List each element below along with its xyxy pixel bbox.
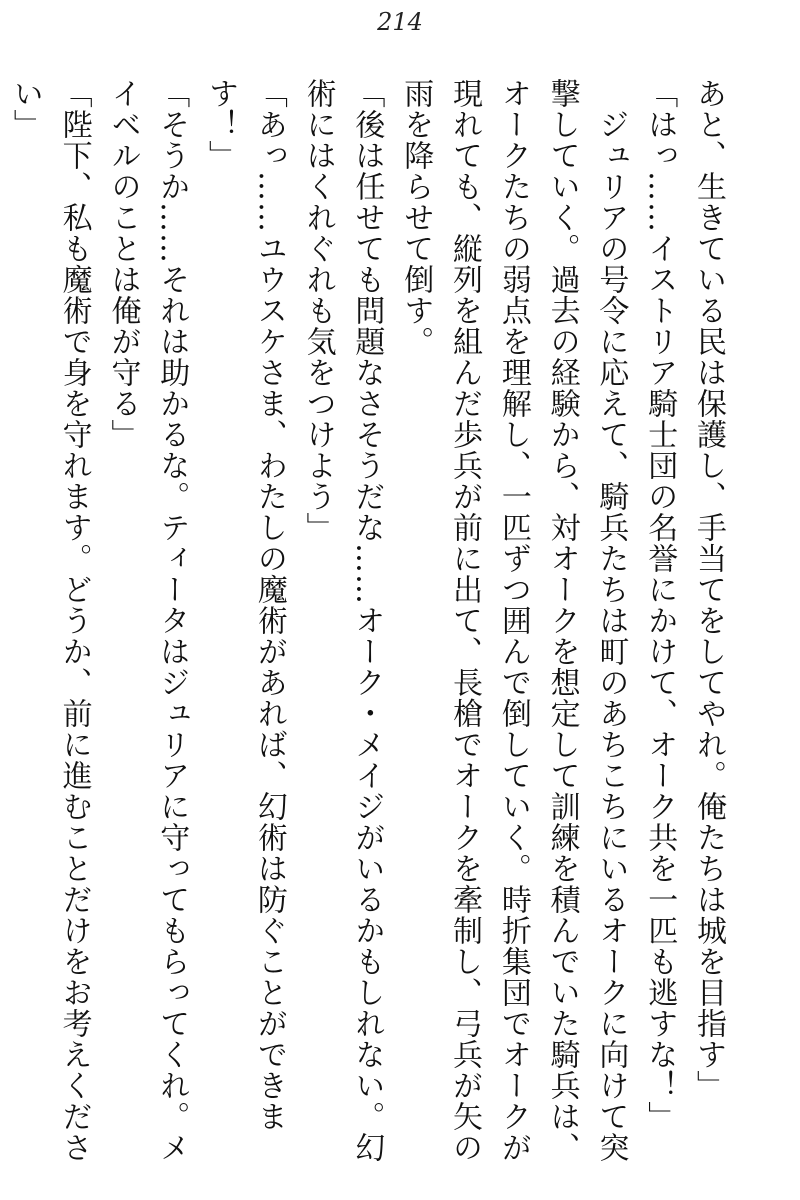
paragraph: 「陛下、私も魔術で身を守れます。どうか、前に進むことだけをお考えください」 <box>7 78 92 1163</box>
body-text <box>0 78 732 1168</box>
page-number: 214 <box>377 8 423 36</box>
paragraph: 「あっ……ユウスケさま、わたしの魔術があれば、幻術は防ぐことができます！」 <box>203 78 287 1132</box>
paragraph: 「後は任せても問題なさそうだな……オーク・メイジがいるかもしれない。幻術にはくれぐれも気をつけよう」 <box>300 78 385 1163</box>
paragraph: ジュリアの号令に応えて、騎兵たちは町のあちこちにいるオークに向けて突撃していく。過去の経験から、対オークを想定して訓練を積んでいた騎兵は、オークたちの弱点を理解し、一匹ずつ囲んで倒していく。時折集団でオークが現れても、縦列を組んだ歩兵が前に出て、長槍でオークを牽制し、弓兵が矢の雨を降らせて倒す。 <box>398 78 629 1163</box>
paragraph: 「はっ……イストリア騎士団の名誉にかけて、オーク共を一匹も逃すな！」 <box>642 78 678 1132</box>
paragraph: 「そうか……それは助かるな。ティータはジュリアに守ってもらってくれ。メイベルのことは俺が守る」 <box>105 78 190 1163</box>
paragraph: あと、生きている民は保護し、手当てをしてやれ。俺たちは城を目指す」 <box>691 78 726 1101</box>
